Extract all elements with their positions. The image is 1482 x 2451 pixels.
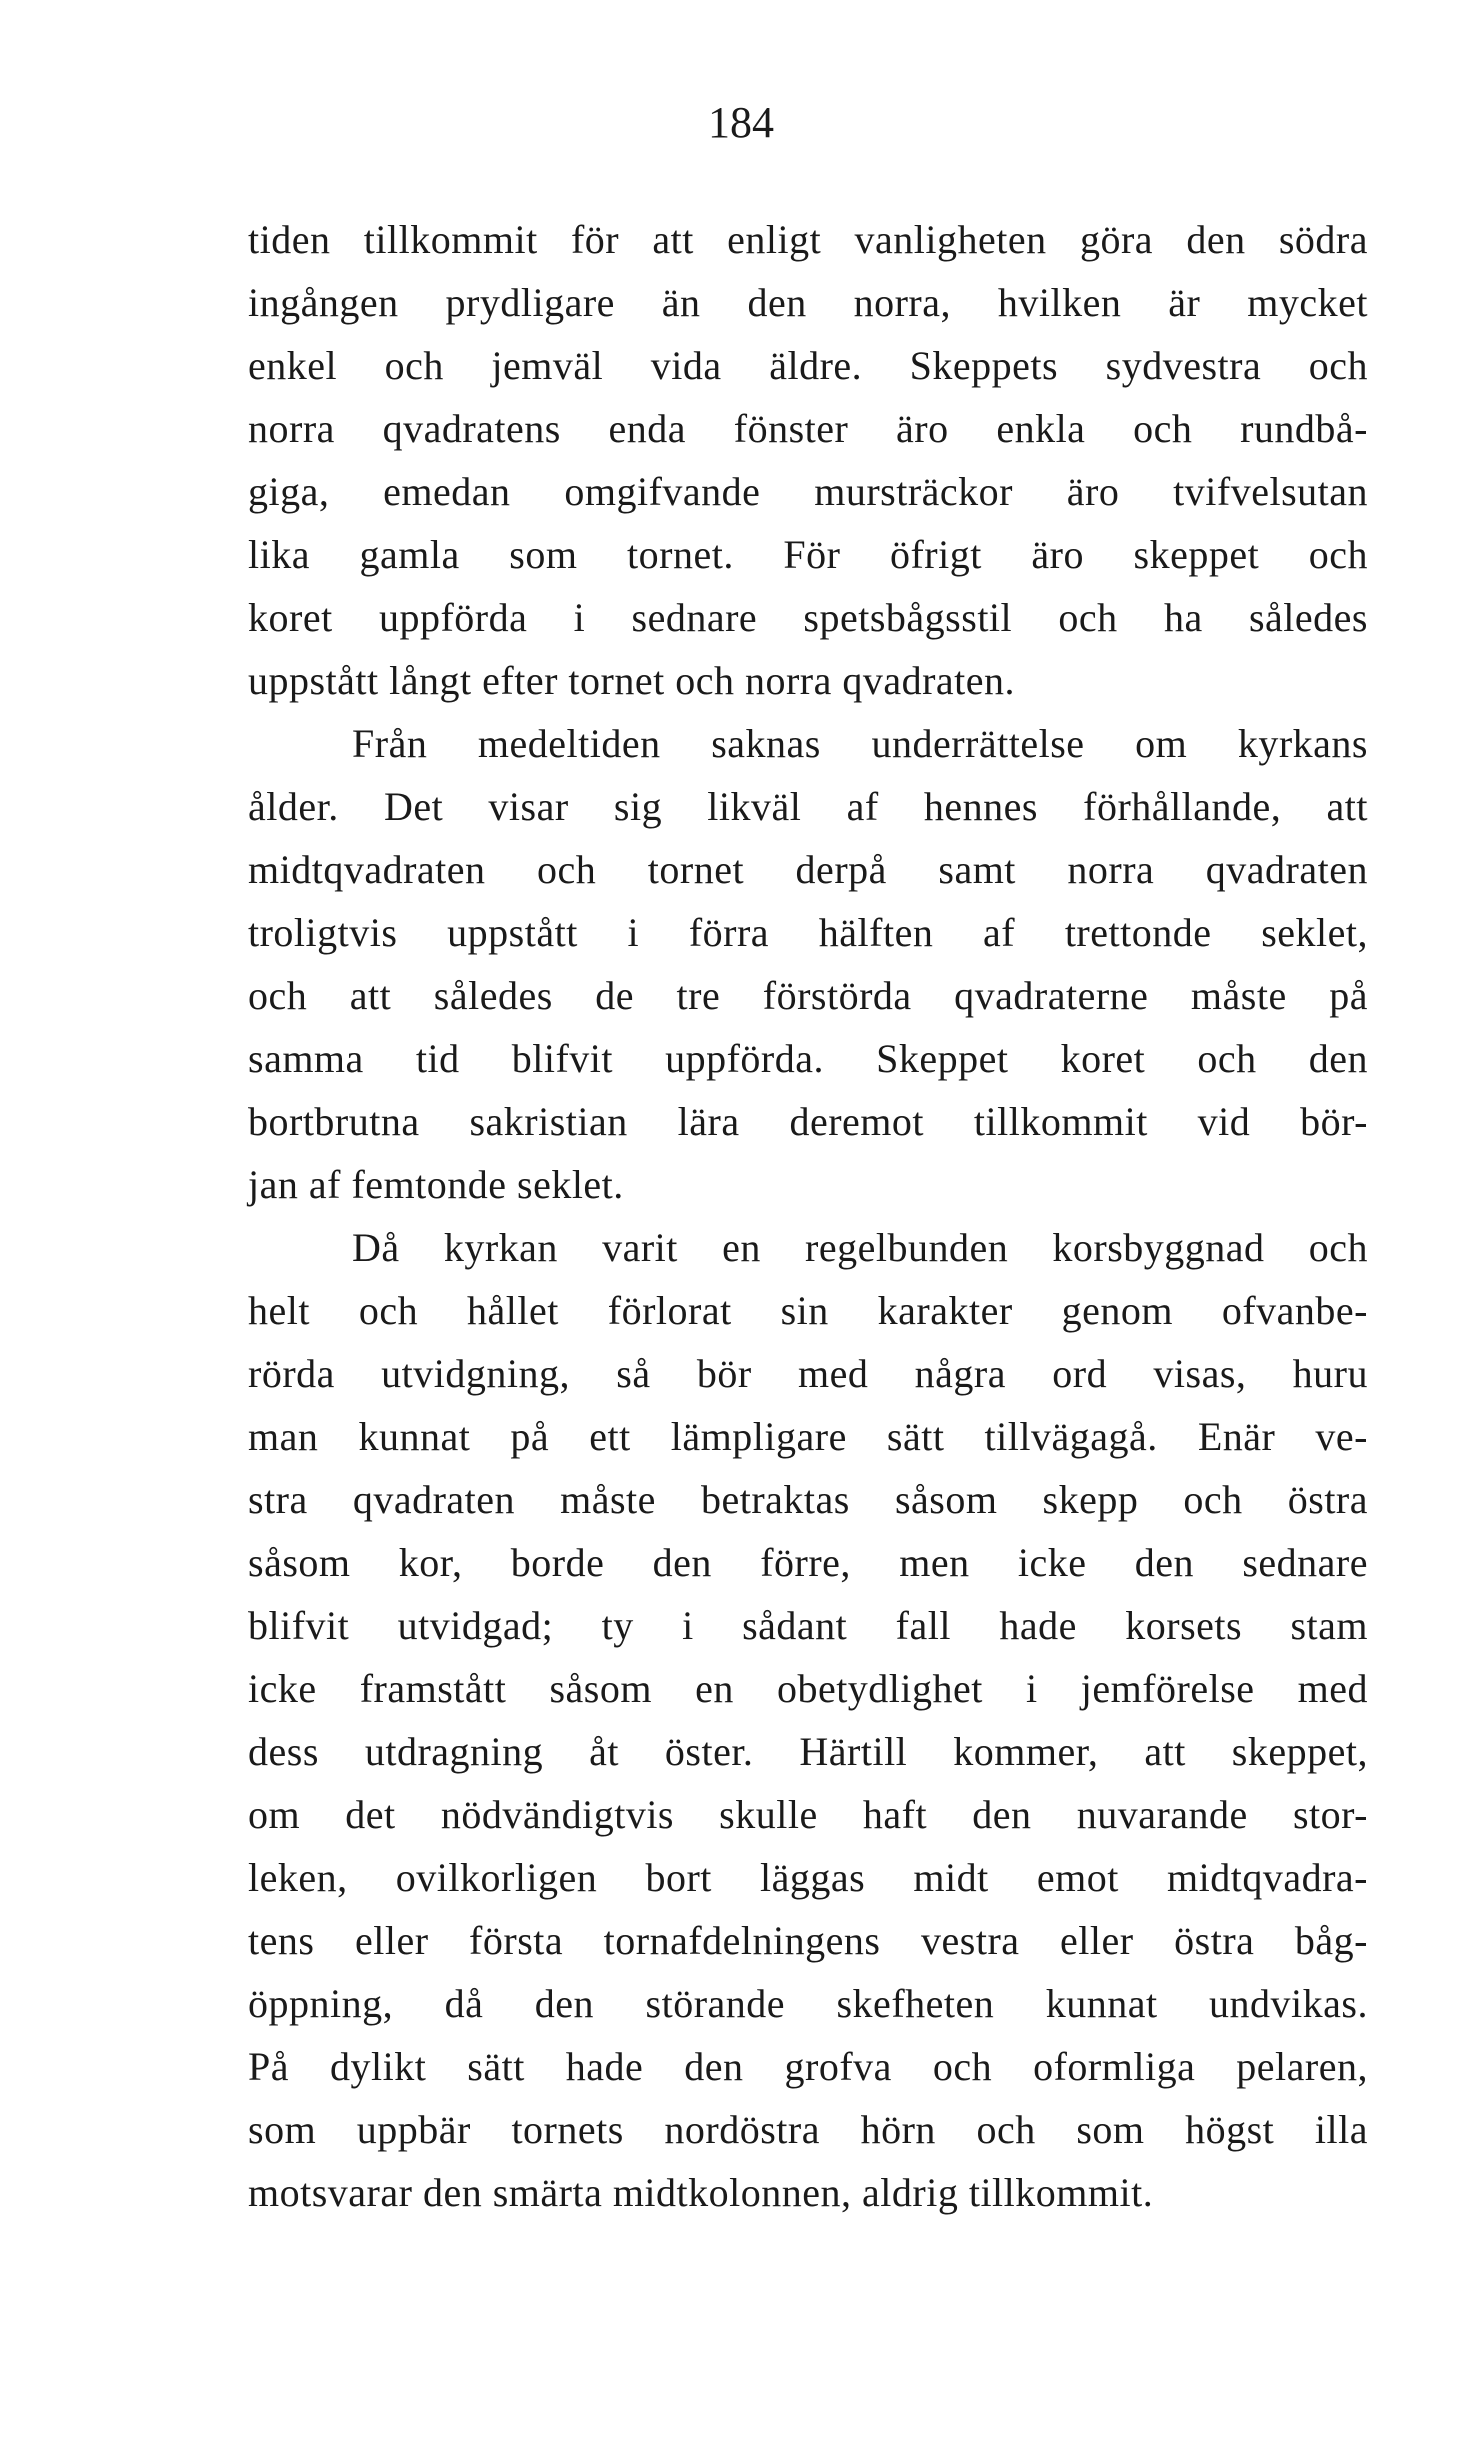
text-line: samma tid blifvit uppförda. Skeppet koret och den: [248, 1036, 1368, 1081]
page-number: 184: [708, 98, 774, 147]
text-line: troligtvis uppstått i förra hälften af trettonde seklet,: [248, 910, 1368, 955]
text-line: midtqvadraten och tornet derpå samt norra qvadraten: [248, 847, 1368, 892]
text-line: leken, ovilkorligen bort läggas midt emot midtqvadra-: [248, 1855, 1368, 1900]
text-line: enkel och jemväl vida äldre. Skeppets sydvestra och: [248, 343, 1368, 388]
text-line: giga, emedan omgifvande mursträckor äro tvifvelsutan: [248, 469, 1368, 514]
text-line: norra qvadratens enda fönster äro enkla och rundbå-: [248, 406, 1368, 451]
text-line: uppstått långt efter tornet och norra qvadraten.: [248, 658, 1016, 703]
paragraph-start-line: Från medeltiden saknas underrättelse om kyrkans: [352, 721, 1368, 766]
text-line: icke framstått såsom en obetydlighet i jemförelse med: [248, 1666, 1368, 1711]
text-line: På dylikt sätt hade den grofva och oformliga pelaren,: [248, 2044, 1368, 2089]
text-line: såsom kor, borde den förre, men icke den sednare: [248, 1540, 1368, 1585]
text-line: och att således de tre förstörda qvadraterne måste på: [248, 973, 1368, 1018]
text-line: öppning, då den störande skefheten kunnat undvikas.: [248, 1981, 1368, 2026]
text-line: jan af femtonde seklet.: [248, 1162, 624, 1207]
text-line: ingången prydligare än den norra, hvilken är mycket: [248, 280, 1368, 325]
text-line: stra qvadraten måste betraktas såsom skepp och östra: [248, 1477, 1368, 1522]
text-line: lika gamla som tornet. För öfrigt äro skeppet och: [248, 532, 1368, 577]
text-line: om det nödvändigtvis skulle haft den nuvarande stor-: [248, 1792, 1368, 1837]
body-text: [248, 208, 1368, 2224]
text-line: helt och hållet förlorat sin karakter genom ofvanbe-: [248, 1288, 1368, 1333]
text-line: man kunnat på ett lämpligare sätt tillvägagå. Enär ve-: [248, 1414, 1368, 1459]
text-line: tens eller första tornafdelningens vestra eller östra båg-: [248, 1918, 1368, 1963]
text-line: koret uppförda i sednare spetsbågsstil och ha således: [248, 595, 1368, 640]
text-line: blifvit utvidgad; ty i sådant fall hade korsets stam: [248, 1603, 1368, 1648]
text-line: tiden tillkommit för att enligt vanligheten göra den södra: [248, 217, 1368, 262]
text-line: ålder. Det visar sig likväl af hennes förhållande, att: [248, 784, 1368, 829]
text-line: motsvarar den smärta midtkolonnen, aldrig tillkommit.: [248, 2170, 1154, 2215]
text-line: bortbrutna sakristian lära deremot tillkommit vid bör-: [248, 1099, 1368, 1144]
text-line: dess utdragning åt öster. Härtill kommer, att skeppet,: [248, 1729, 1368, 1774]
text-line: rörda utvidgning, så bör med några ord visas, huru: [248, 1351, 1368, 1396]
paragraph-start-line: Då kyrkan varit en regelbunden korsbyggnad och: [352, 1225, 1368, 1270]
text-line: som uppbär tornets nordöstra hörn och som högst illa: [248, 2107, 1368, 2152]
